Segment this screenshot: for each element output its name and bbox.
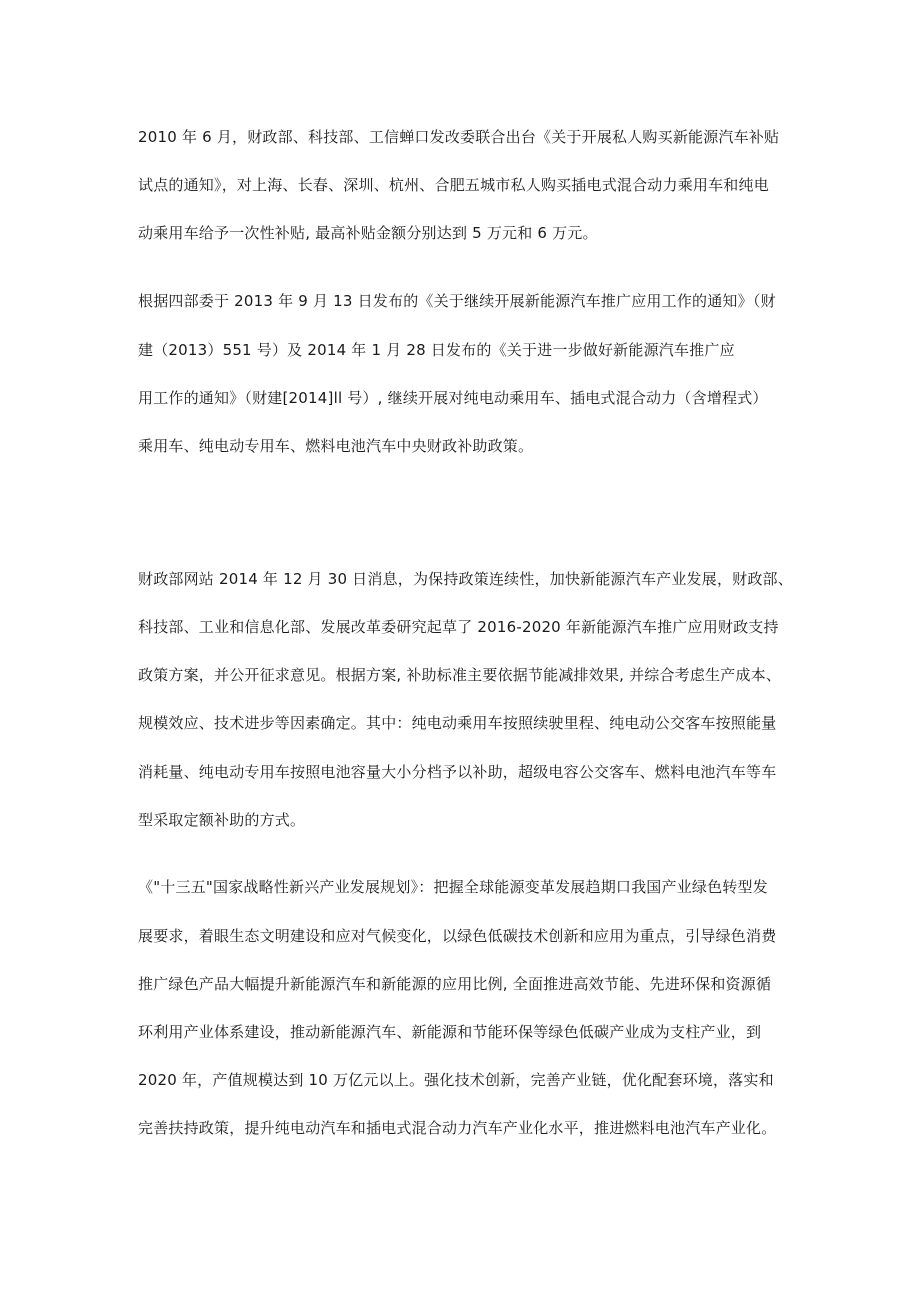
text-line: 政策方案，并公开征求意见。根据方案, 补助标准主要依据节能减排效果, 并综合考虑生产成本、 (138, 666, 782, 684)
text-line: 《"十三五"国家战略性新兴产业发展规划》：把握全球能源变革发展趋期口我国产业绿色转型发 (138, 878, 768, 896)
text-line: 用工作的通知》（财建[2014]ll 号）, 继续开展对纯电动乘用车、插电式混合动力（含增程式） (138, 389, 768, 407)
text-line: 动乘用车给予一次性补贴, 最高补贴金额分别达到 5 万元和 6 万元。 (138, 224, 598, 242)
text-line: 消耗量、纯电动专用车按照电池容量大小分档予以补助，超级电容公交客车、燃料电池汽车等车 (138, 763, 777, 781)
text-line: 规模效应、技术进步等因素确定。其中：纯电动乘用车按照续驶里程、纯电动公交客车按照能量 (138, 714, 777, 732)
text-line: 2020 年，产值规模达到 10 万亿元以上。强化技术创新，完善产业链，优化配套环境，落实和 (138, 1071, 774, 1089)
text-line: 型采取定额补助的方式。 (138, 811, 306, 829)
text-line: 展要求，着眼生态文明建设和应对气候变化，以绿色低碳技术创新和应用为重点，引导绿色消费 (138, 927, 777, 945)
text-line: 试点的通知》，对上海、长春、深圳、杭州、合肥五城市私人购买插电式混合动力乘用车和纯电 (138, 176, 769, 194)
text-line: 财政部网站 2014 年 12 月 30 日消息，为保持政策连续性，加快新能源汽车产业发展，财政部、 (138, 570, 793, 588)
text-line: 推广绿色产品大幅提升新能源汽车和新能源的应用比例, 全面推进高效节能、先进环保和资源循 (138, 975, 772, 993)
text-line: 根据四部委于 2013 年 9 月 13 日发布的《关于继续开展新能源汽车推广应用工作的通知》（财 (138, 292, 776, 310)
text-line: 科技部、工业和信息化部、发展改革委研究起草了 2016-2020 年新能源汽车推广应用财政支持 (138, 618, 779, 636)
text-line: 建（2013）551 号）及 2014 年 1 月 28 日发布的《关于进一步做好新能源汽车推广应 (138, 341, 735, 359)
text-line: 2010 年 6 月，财政部、科技部、工信蝉口发改委联合出台《关于开展私人购买新能源汽车补贴 (138, 128, 780, 146)
text-line: 完善扶持政策，提升纯电动汽车和插电式混合动力汽车产业化水平，推进燃料电池汽车产业化。 (138, 1119, 777, 1137)
text-line: 环利用产业体系建设，推动新能源汽车、新能源和节能环保等绿色低碳产业成为支柱产业，到 (138, 1023, 762, 1041)
text-line: 乘用车、纯电动专用车、燃料电池汽车中央财政补助政策。 (138, 437, 534, 455)
